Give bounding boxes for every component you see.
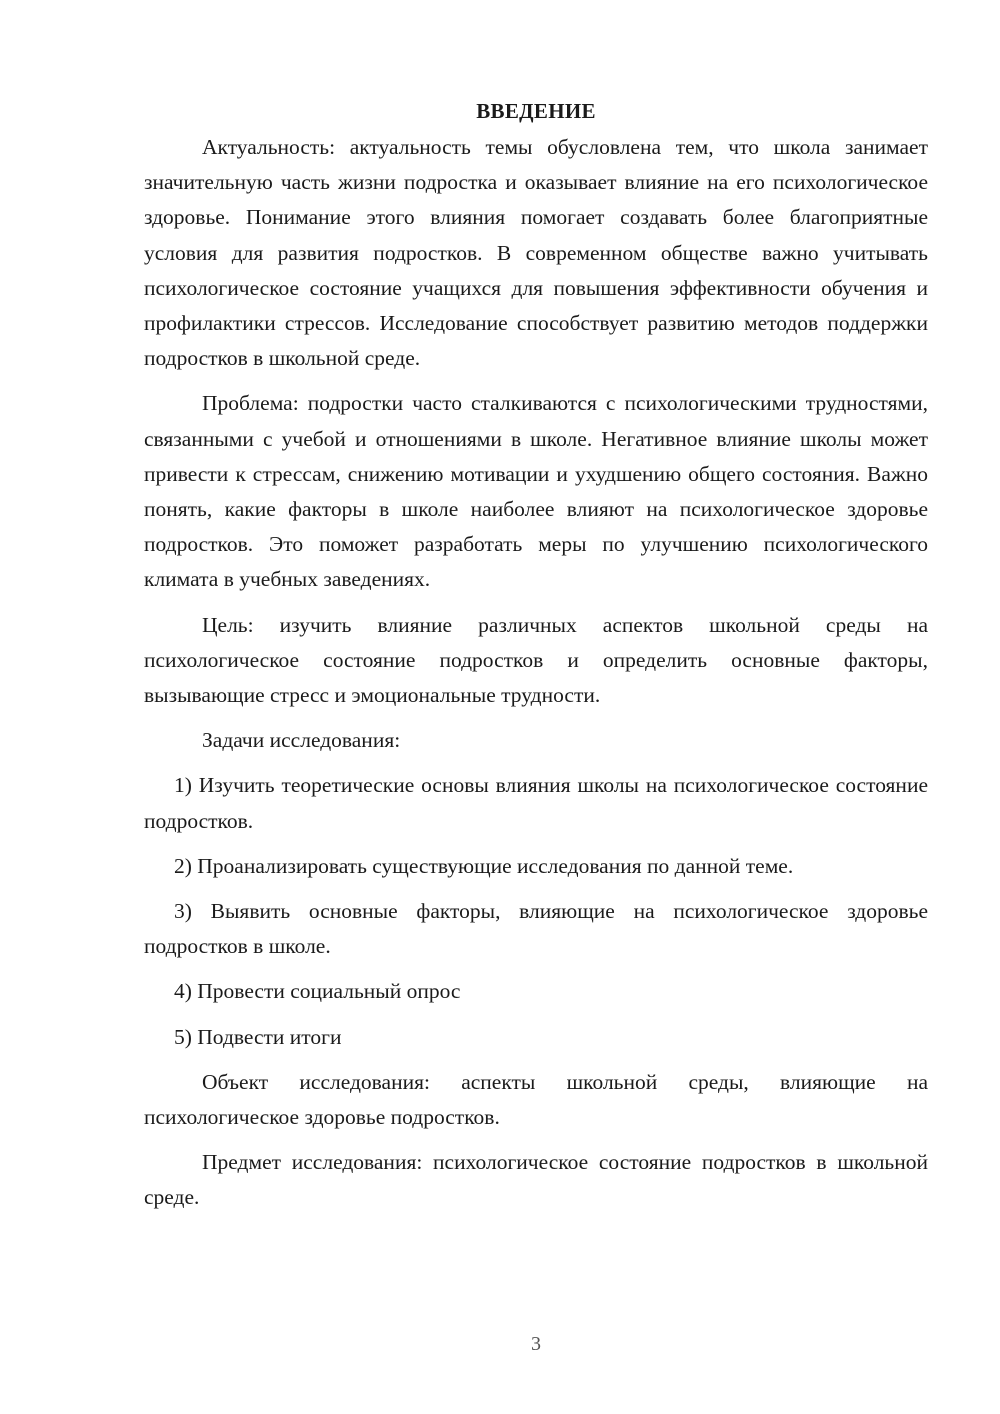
object-paragraph: Объект исследования: аспекты школьной среды, влияющие на психологическое здоровье подростков. xyxy=(144,1069,928,1130)
problem-paragraph: Проблема: подростки часто сталкиваются с психологическими трудностями, связанными с учебой и отношениями в школе. Негативное влияние школы может привести к стрессам, снижению мотивации и ухудшению общего состояния. Важно понять, какие факторы в школе наиболее влияют на психологическое здоровье подростков. Это поможет разработать меры по улучшению психологического климата в учебных заведениях. xyxy=(144,391,928,592)
task-item: 4) Провести социальный опрос xyxy=(174,979,461,1004)
page-number: 3 xyxy=(531,1333,541,1355)
task-item: 5) Подвести итоги xyxy=(174,1024,342,1049)
tasks-heading: Задачи исследования: xyxy=(202,728,401,753)
page-title: ВВЕДЕНИЕ xyxy=(476,99,596,123)
task-item: 2) Проанализировать существующие исследования по данной теме. xyxy=(174,853,794,878)
subject-paragraph: Предмет исследования: психологическое состояние подростков в школьной среде. xyxy=(144,1150,928,1210)
page-content xyxy=(144,96,928,1226)
task-item: 3) Выявить основные факторы, влияющие на психологическое здоровье подростков в школе. xyxy=(144,899,928,959)
tasks-list xyxy=(144,768,928,1054)
task-item: 1) Изучить теоретические основы влияния школы на психологическое состояние подростков. xyxy=(144,773,928,833)
relevance-paragraph: Актуальность: актуальность темы обусловлена тем, что школа занимает значительную часть жизни подростка и оказывает влияние на его психологическое здоровье. Понимание этого влияния помогает создавать более благоприятные условия для развития подростков. В современном обществе важно учитывать психологическое состояние учащихся для повышения эффективности обучения и профилактики стрессов. Исследование способствует развитию методов поддержки подростков в школьной среде. xyxy=(144,135,928,371)
goal-paragraph: Цель: изучить влияние различных аспектов школьной среды на психологическое состояние подростков и определить основные факторы, вызывающие стресс и эмоциональные трудности. xyxy=(144,612,928,708)
